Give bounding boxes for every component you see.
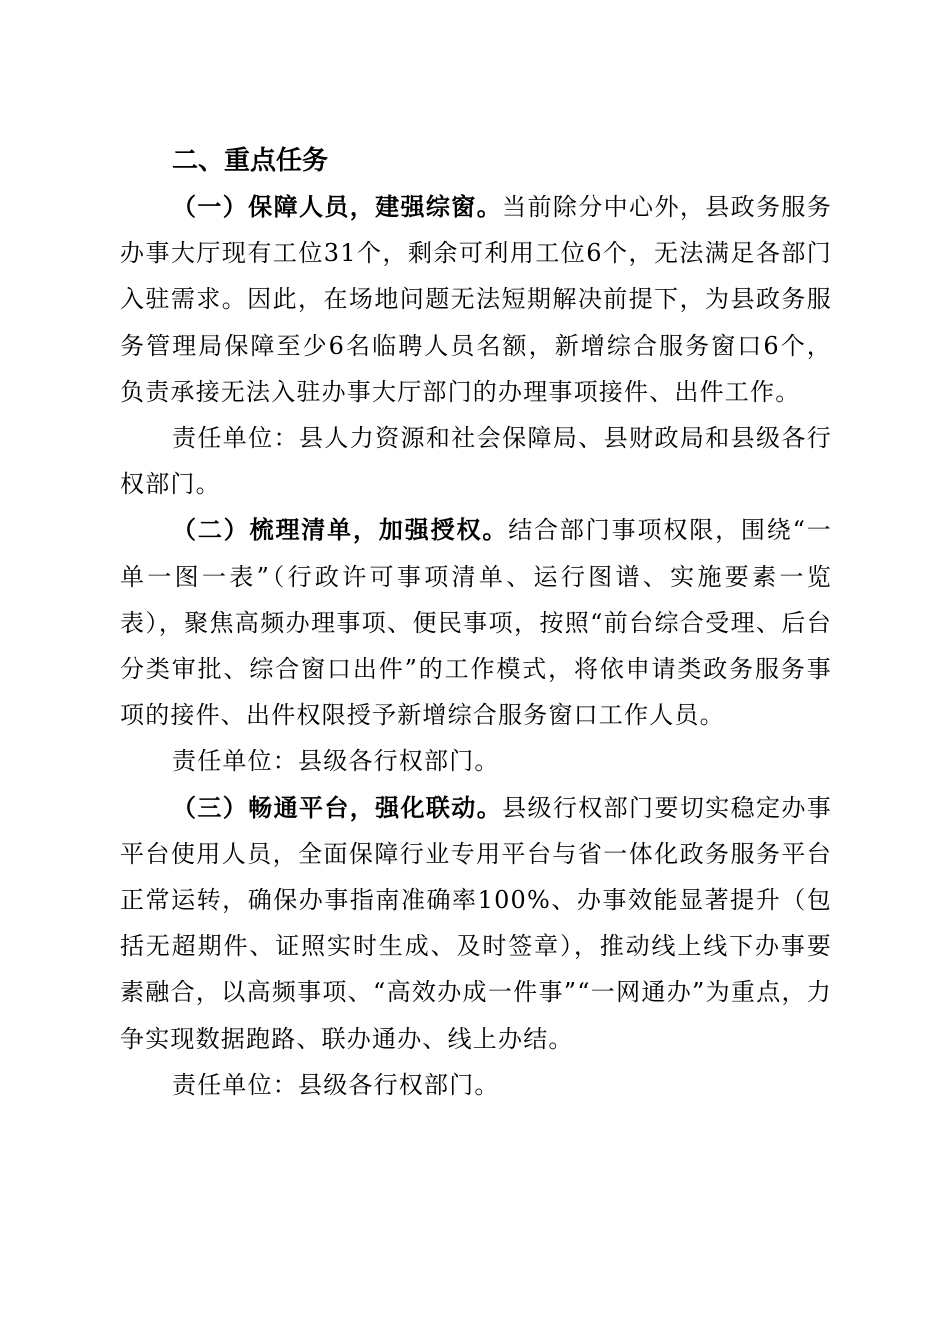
- document-body: [120, 138, 832, 1108]
- task-3-paragraph: [120, 785, 832, 1062]
- task-1-responsibility: 责任单位：县人力资源和社会保障局、县财政局和县级各行权部门。: [120, 424, 832, 499]
- task-2-lead: （二）梳理清单，加强授权。: [172, 515, 509, 545]
- task-3-body: 县级行权部门要切实稳定办事平台使用人员，全面保障行业专用平台与省一体化政务服务平台正常运转，确保办事指南准确率100%、办事效能显著提升（包括无超期件、证照实时生成、及时签章），推动线上线下办事要素融合，以高频事项、“高效办成一件事”“一网通办”为重点，力争实现数据跑路、联办通办、线上办结。: [120, 793, 832, 1053]
- section-heading: 二、重点任务: [172, 146, 329, 176]
- task-2-responsibility: 责任单位：县级各行权部门。: [172, 747, 500, 776]
- task-1-paragraph: [120, 184, 832, 415]
- task-3-lead: （三）畅通平台，强化联动。: [172, 792, 503, 822]
- task-2-paragraph: [120, 507, 832, 738]
- task-1-body: 当前除分中心外，县政务服务办事大厅现有工位31个，剩余可利用工位6个，无法满足各部门入驻需求。因此，在场地问题无法短期解决前提下，为县政务服务管理局保障至少6名临聘人员名额，新增综合服务窗口6个，负责承接无法入驻办事大厅部门的办理事项接件、出件工作。: [120, 193, 832, 406]
- task-3-responsibility: 责任单位：县级各行权部门。: [172, 1070, 500, 1099]
- task-1-lead: （一）保障人员，建强综窗。: [172, 192, 503, 221]
- task-2-body: 结合部门事项权限，围绕“一单一图一表”（行政许可事项清单、运行图谱、实施要素一览表），聚焦高频办理事项、便民事项，按照“前台综合受理、后台分类审批、综合窗口出件”的工作模式，将依申请类政务服务事项的接件、出件权限授予新增综合服务窗口工作人员。: [120, 516, 832, 730]
